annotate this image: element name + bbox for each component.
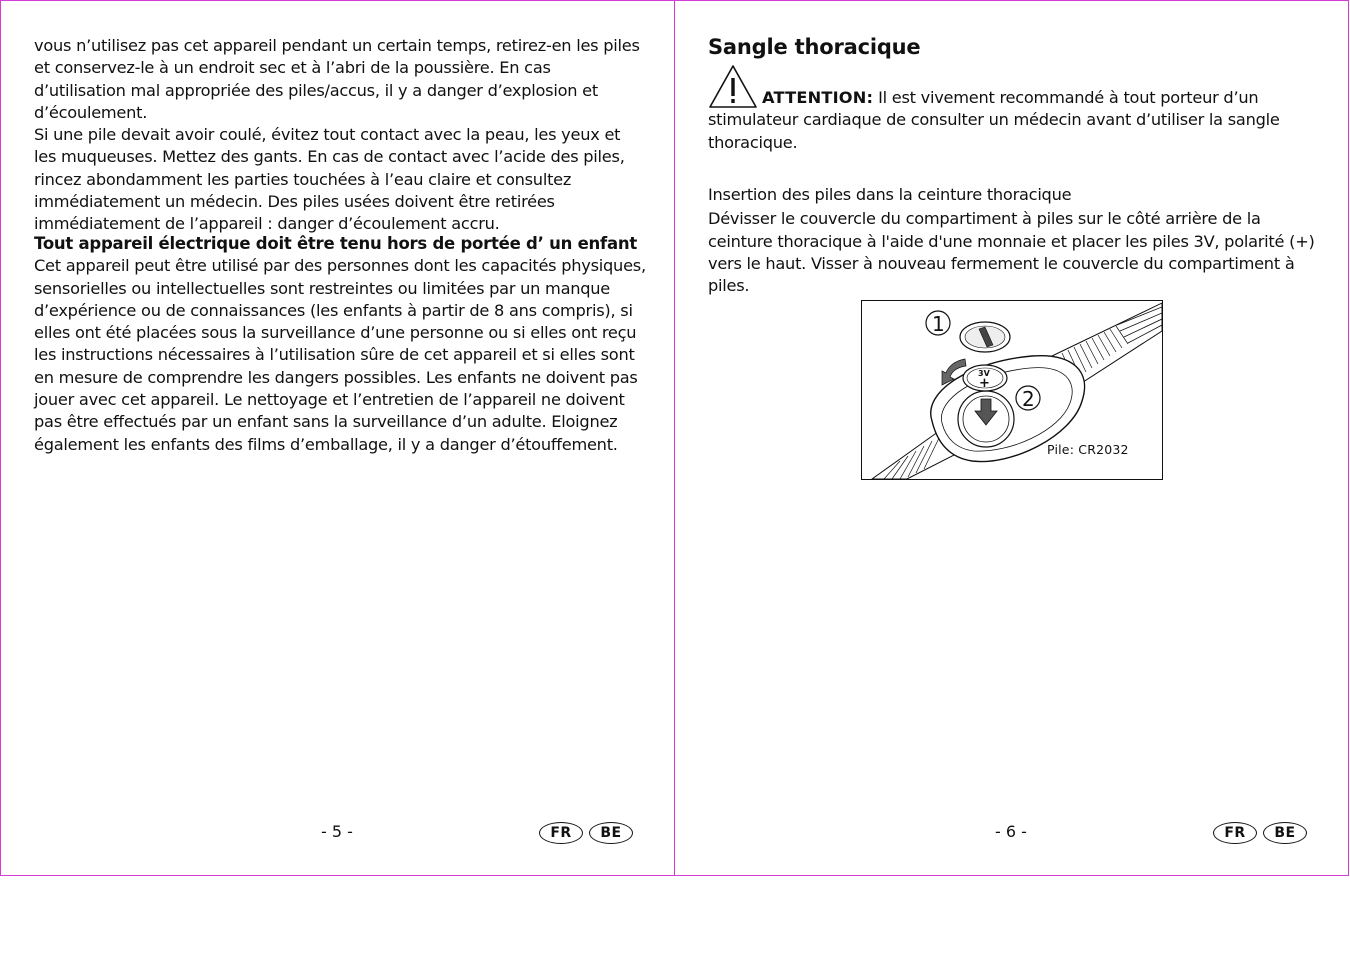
step-2-label: 2 <box>1022 387 1035 411</box>
right-page <box>674 0 1349 876</box>
battery-storage-paragraph: vous n’utilisez pas cet appareil pendant un certain temps, retirez-en les piles et conservez-le à un endroit sec et à l’abri de la poussière. En cas d’utilisation mal appropriée des piles/accus, il y a danger d’explosion et d’écoulement. <box>34 36 640 122</box>
battery-insertion-heading: Insertion des piles dans la ceinture thoracique <box>708 185 1072 204</box>
language-badges <box>539 822 633 844</box>
left-page <box>0 0 675 876</box>
attention-text: Il est vivement recommandé à tout porteur d’un <box>878 88 1259 107</box>
battery-type-caption: Pile: CR2032 <box>1047 442 1129 457</box>
page-number: - 5 - <box>321 822 353 841</box>
step-1-label: 1 <box>932 312 945 336</box>
section-title: Sangle thoracique <box>708 35 921 59</box>
page-number: - 6 - <box>995 822 1027 841</box>
child-safety-heading: Tout appareil électrique doit être tenu hors de portée d’ un enfant <box>34 234 637 253</box>
attention-continuation: stimulateur cardiaque de consulter un médecin avant d’utiliser la sangle thoracique. <box>708 110 1280 152</box>
child-safety-block <box>34 233 646 456</box>
battery-insertion-figure <box>861 300 1163 480</box>
battery-leak-paragraph: Si une pile devait avoir coulé, évitez tout contact avec la peau, les yeux et les muqueuses. Mettez des gants. En cas de contact avec l’acide des piles, rincez abondamment les parties touchées à l’eau claire et consultez immédiatement un médecin. Des piles usées doivent être retirées immédiatement de l’appareil : danger d’écoulement accru. <box>34 125 625 234</box>
battery-insertion-block <box>708 184 1320 297</box>
warning-triangle-icon <box>708 63 758 109</box>
language-badges <box>1213 822 1307 844</box>
language-badge-fr: FR <box>1213 822 1257 844</box>
battery-polarity-label: + <box>979 376 990 391</box>
battery-insertion-paragraph: Dévisser le couvercle du compartiment à piles sur le côté arrière de la ceinture thoracique à l'aide d'une monnaie et placer les piles 3V, polarité (+) vers le haut. Visser à nouveau fermement le couvercle du compartiment à piles. <box>708 209 1315 296</box>
language-badge-be: BE <box>589 822 633 844</box>
language-badge-be: BE <box>1263 822 1307 844</box>
battery-storage-text-block <box>34 35 646 236</box>
attention-block <box>708 63 1320 154</box>
child-safety-paragraph: Cet appareil peut être utilisé par des personnes dont les capacités physiques, sensorielles ou intellectuelles sont restreintes ou limitées par un manque d’expérience ou de connaissances (les enfants à partir de 8 ans compris), si elles ont été placées sous la surveillance d’une personne ou si elles ont reçu les instructions nécessaires à l’utilisation sûre de cet appareil et si elles sont en mesure de comprendre les dangers possibles. Les enfants ne doivent pas jouer avec cet appareil. Le nettoyage et l’entretien de l’appareil ne doivent pas être effectués par un enfant sans la surveillance d’un adulte. Eloignez également les enfants des films d’emballage, il y a danger d’étouffement. <box>34 256 646 454</box>
battery-voltage-label: 3V <box>978 369 990 378</box>
attention-label: ATTENTION: <box>762 88 874 107</box>
language-badge-fr: FR <box>539 822 583 844</box>
